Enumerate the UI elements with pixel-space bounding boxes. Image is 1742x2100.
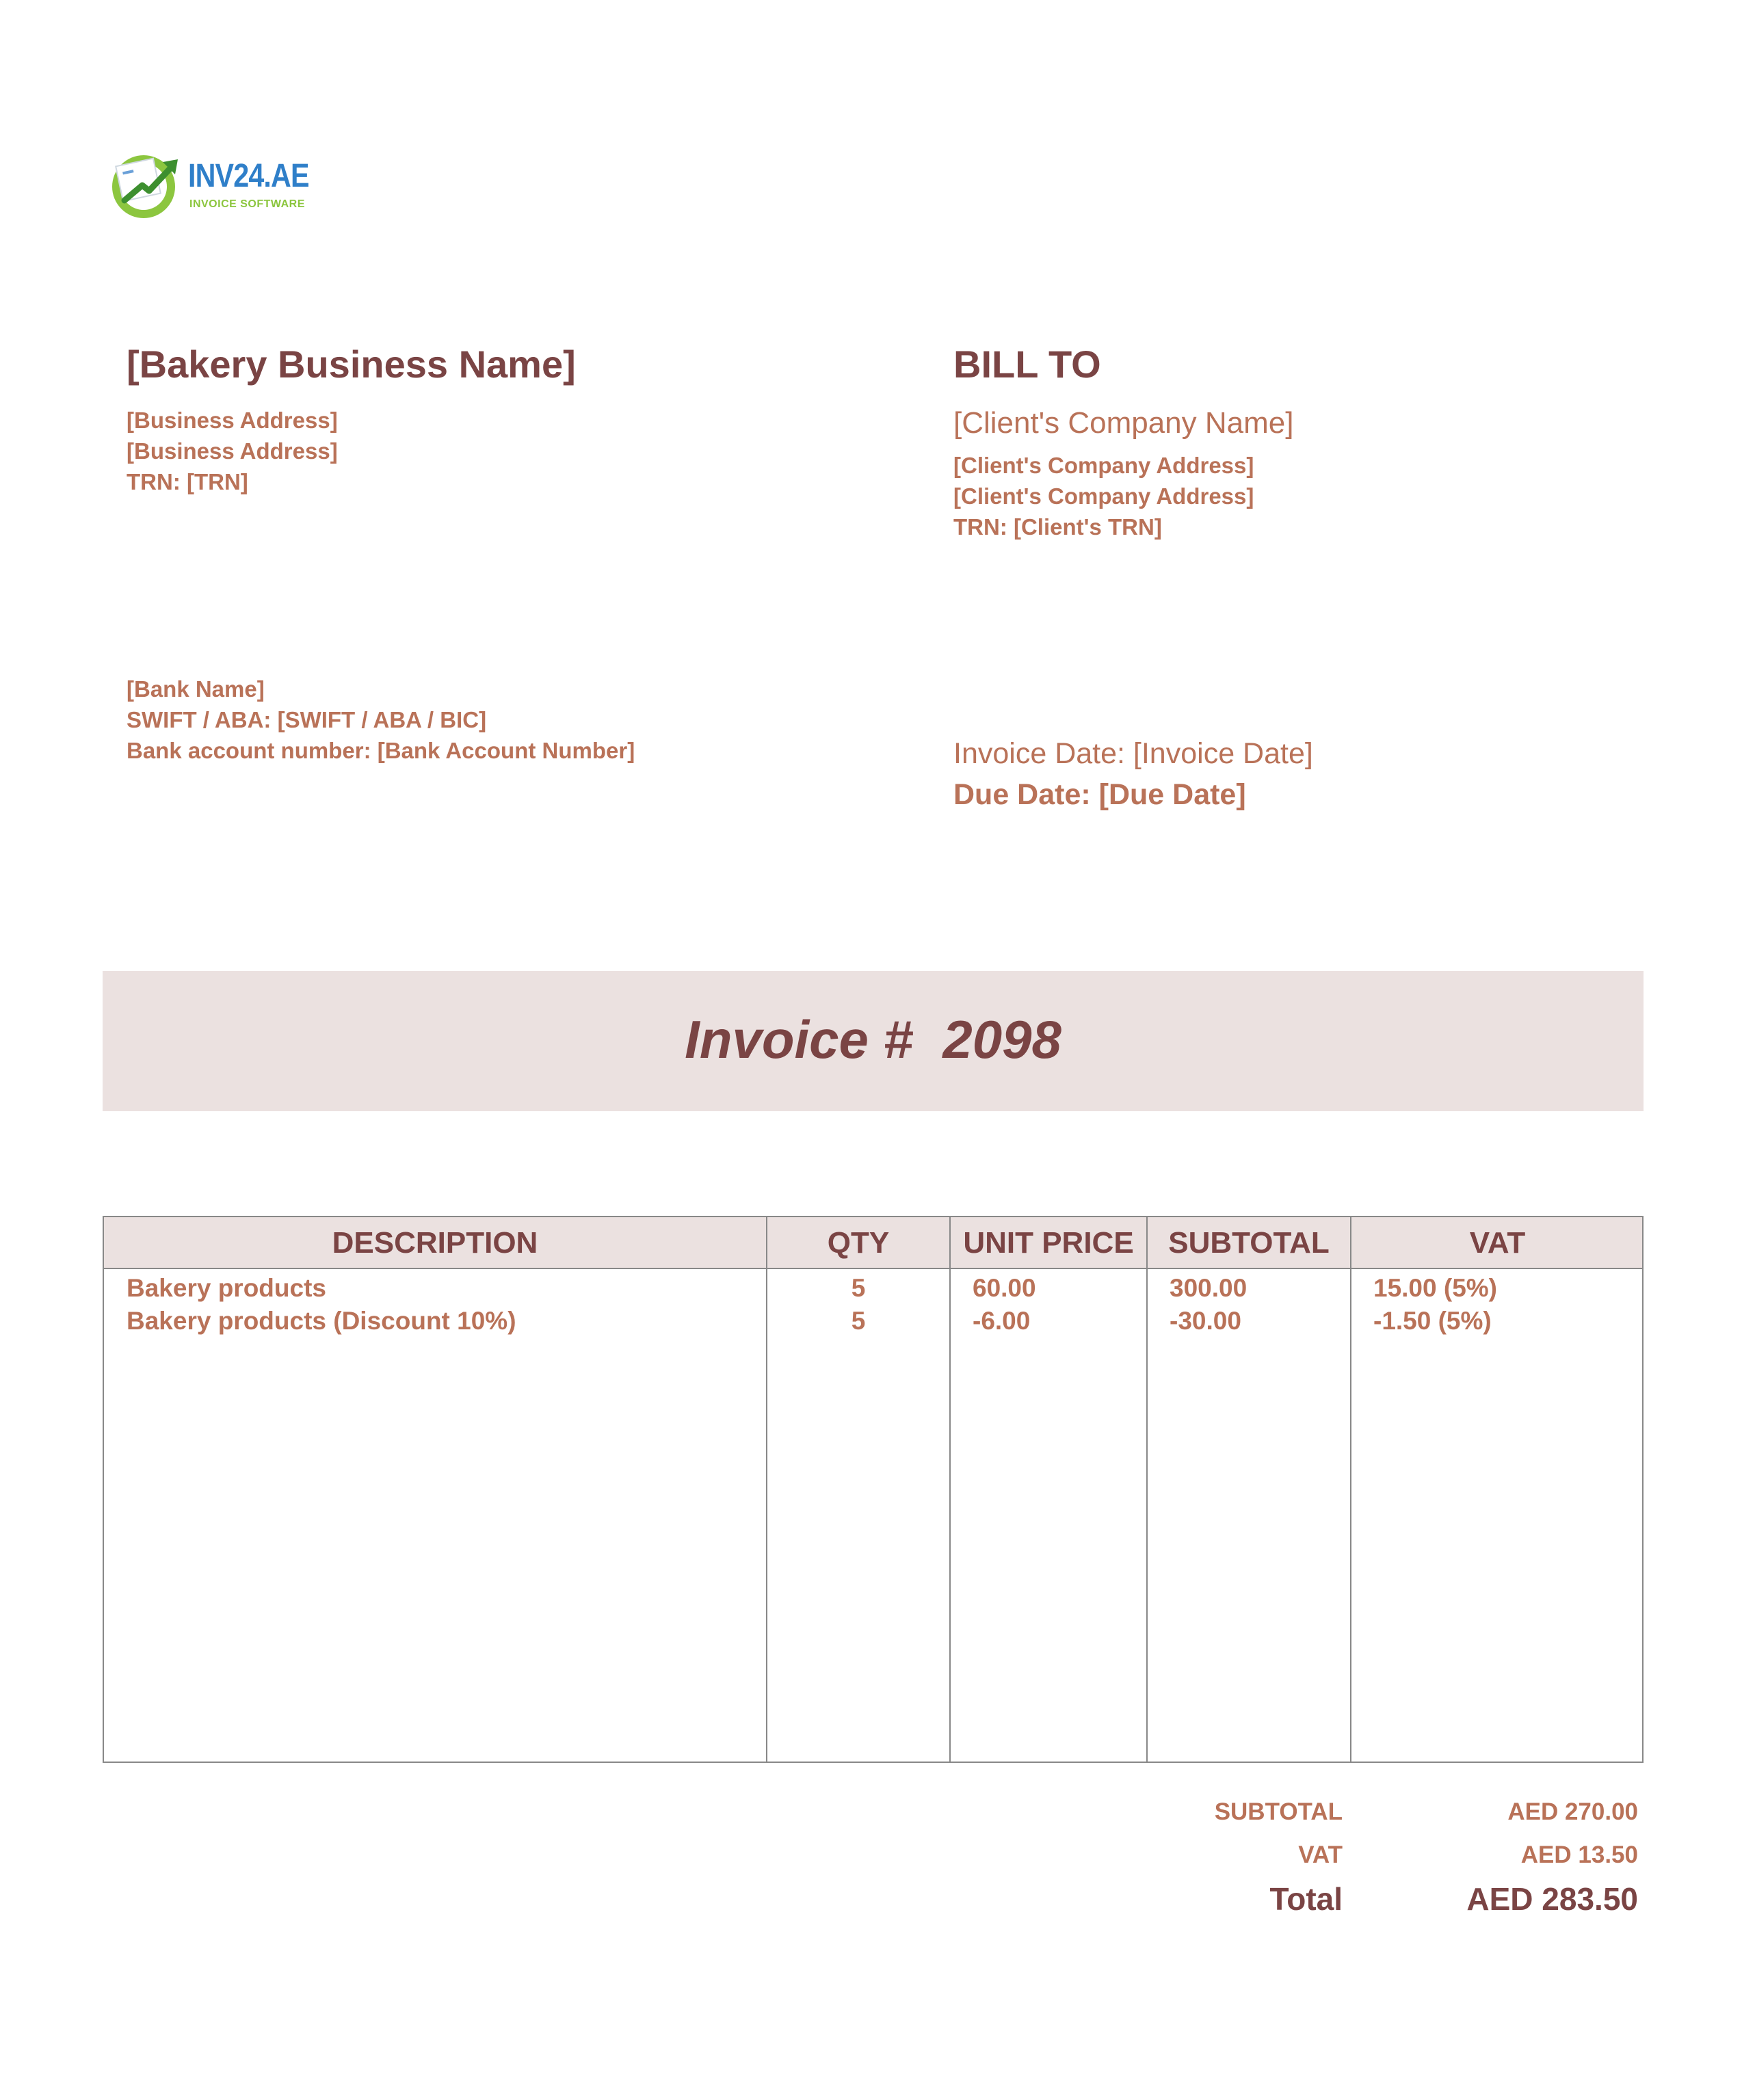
logo-tagline: INVOICE SOFTWARE: [189, 198, 305, 210]
client-trn: TRN: [Client's TRN]: [953, 514, 1162, 540]
business-info: [127, 405, 338, 497]
row-1-unit-price: 60.00: [973, 1274, 1036, 1302]
invoice-title: Invoice # 2098: [685, 1009, 1061, 1069]
client-address-line-2: [Client's Company Address]: [953, 483, 1254, 509]
row-2-unit-price: -6.00: [973, 1307, 1031, 1335]
bank-info: [127, 674, 635, 766]
column-divider: [949, 1217, 951, 1762]
header-qty: QTY: [827, 1226, 890, 1260]
logo-brand-text: INV24.AE: [188, 158, 309, 194]
row-2-qty: 5: [851, 1307, 866, 1335]
row-1-vat: 15.00 (5%): [1373, 1274, 1497, 1302]
due-date: Due Date: [Due Date]: [953, 778, 1246, 811]
subtotal-value: AED 270.00: [1507, 1798, 1638, 1825]
business-trn: TRN: [TRN]: [127, 469, 248, 494]
bank-account: Bank account number: [Bank Account Number]: [127, 738, 635, 763]
row-1-description: Bakery products: [127, 1274, 326, 1302]
vat-label: VAT: [1298, 1842, 1343, 1868]
row-2-vat: -1.50 (5%): [1373, 1307, 1492, 1335]
vat-value: AED 13.50: [1520, 1842, 1638, 1868]
header-vat: VAT: [1469, 1226, 1526, 1260]
row-1-qty: 5: [851, 1274, 866, 1302]
client-address-line-1: [Client's Company Address]: [953, 453, 1254, 478]
header-description: DESCRIPTION: [332, 1226, 538, 1260]
logo-chart-icon: [109, 147, 185, 222]
row-1-subtotal: 300.00: [1170, 1274, 1248, 1302]
subtotal-label: SUBTOTAL: [1214, 1798, 1343, 1825]
column-divider: [1146, 1217, 1148, 1762]
business-name: [Bakery Business Name]: [127, 343, 576, 386]
invoice-title-band: [103, 971, 1644, 1111]
row-2-description: Bakery products (Discount 10%): [127, 1307, 516, 1335]
column-divider: [1350, 1217, 1351, 1762]
row-2-subtotal: -30.00: [1170, 1307, 1241, 1335]
business-address-line-2: [Business Address]: [127, 438, 338, 464]
client-company-name: [Client's Company Name]: [953, 406, 1294, 440]
business-address-line-1: [Business Address]: [127, 408, 338, 433]
header-subtotal: SUBTOTAL: [1168, 1226, 1330, 1260]
bill-to-heading: BILL TO: [953, 343, 1101, 386]
invoice-date: Invoice Date: [Invoice Date]: [953, 737, 1313, 770]
line-items-table: [103, 1216, 1644, 1763]
company-logo: [109, 147, 315, 226]
bank-name: [Bank Name]: [127, 676, 265, 702]
header-unit-price: UNIT PRICE: [963, 1226, 1134, 1260]
total-label: Total: [1269, 1881, 1343, 1917]
bank-swift: SWIFT / ABA: [SWIFT / ABA / BIC]: [127, 707, 487, 732]
client-info: [953, 450, 1254, 542]
total-value: AED 283.50: [1466, 1881, 1638, 1917]
